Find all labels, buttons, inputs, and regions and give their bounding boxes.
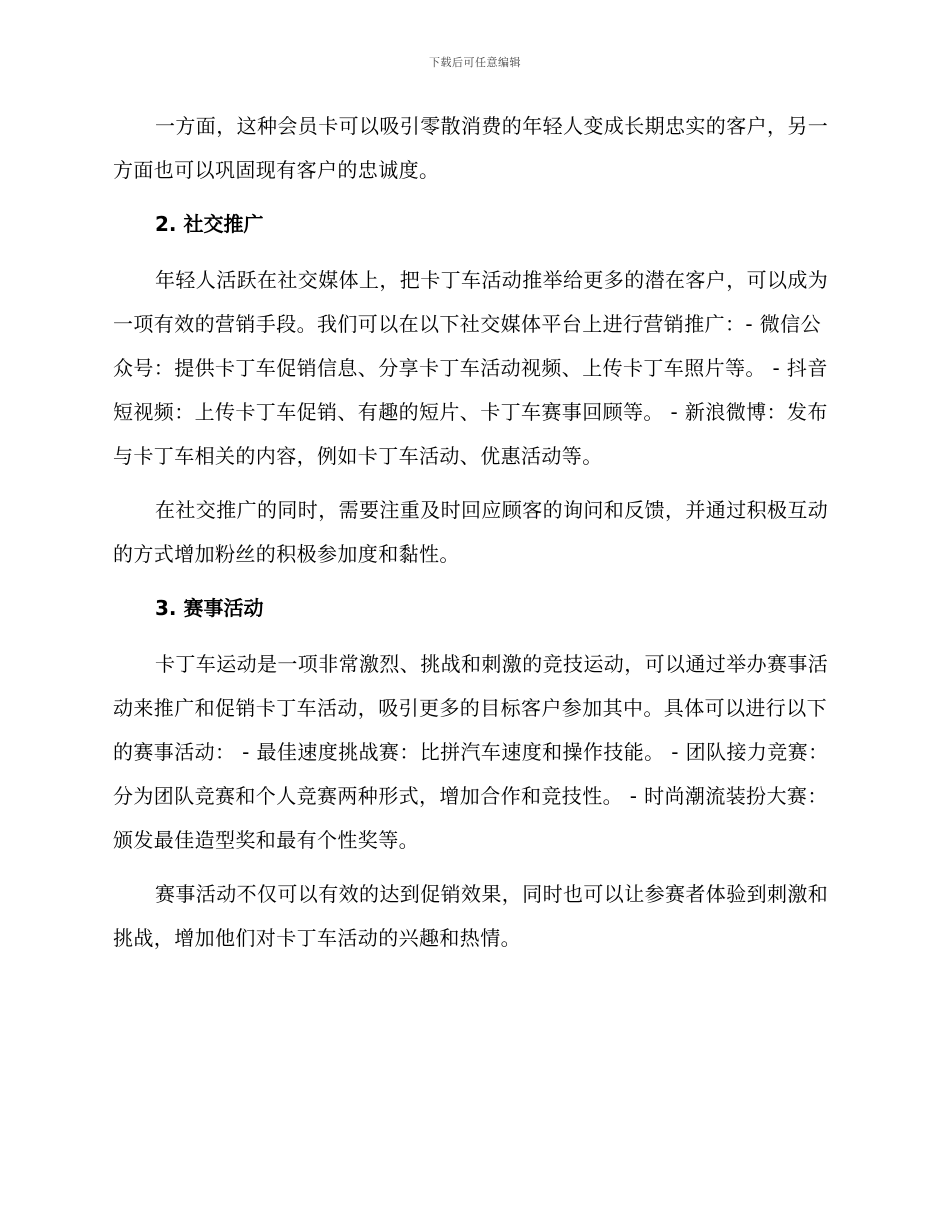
paragraph-race-event-benefits: 赛事活动不仅可以有效的达到促销效果，同时也可以让参赛者体验到刺激和挑战，增加他们对卡丁车活动的兴趣和热情。 (113, 882, 829, 950)
paragraph-social-media-platforms: 年轻人活跃在社交媒体上，把卡丁车活动推举给更多的潜在客户，可以成为一项有效的营销手段。我们可以在以下社交媒体平台上进行营销推广：- 微信公众号：提供卡丁车促销信息、分享卡丁车活动视频、上传卡丁车照片等。 - 抖音短视频：上传卡丁车促销、有趣的短片、卡丁车赛事回顾等。 - 新浪微博：发布与卡丁车相关的内容，例如卡丁车活动、优惠活动等。 (113, 268, 829, 468)
section-heading-race-events: 3. 赛事活动 (155, 596, 264, 620)
page-header: 下载后可任意编辑 (429, 56, 521, 69)
paragraph-race-event-types: 卡丁车运动是一项非常激烈、挑战和刺激的竞技运动，可以通过举办赛事活动来推广和促销卡丁车活动，吸引更多的目标客户参加其中。具体可以进行以下的赛事活动： - 最佳速度挑战赛：比拼汽车速度和操作技能。 - 团队接力竞赛：分为团队竞赛和个人竞赛两种形式，增加合作和竞技性。 - 时尚潮流装扮大赛：颁发最佳造型奖和最有个性奖等。 (113, 652, 829, 852)
section-heading-social-promotion: 2. 社交推广 (155, 212, 264, 236)
paragraph-membership-card: 一方面，这种会员卡可以吸引零散消费的年轻人变成长期忠实的客户，另一方面也可以巩固现有客户的忠诚度。 (113, 114, 829, 182)
paragraph-social-engagement: 在社交推广的同时，需要注重及时回应顾客的询问和反馈，并通过积极互动的方式增加粉丝的积极参加度和黏性。 (113, 498, 829, 566)
document-body (113, 104, 837, 970)
